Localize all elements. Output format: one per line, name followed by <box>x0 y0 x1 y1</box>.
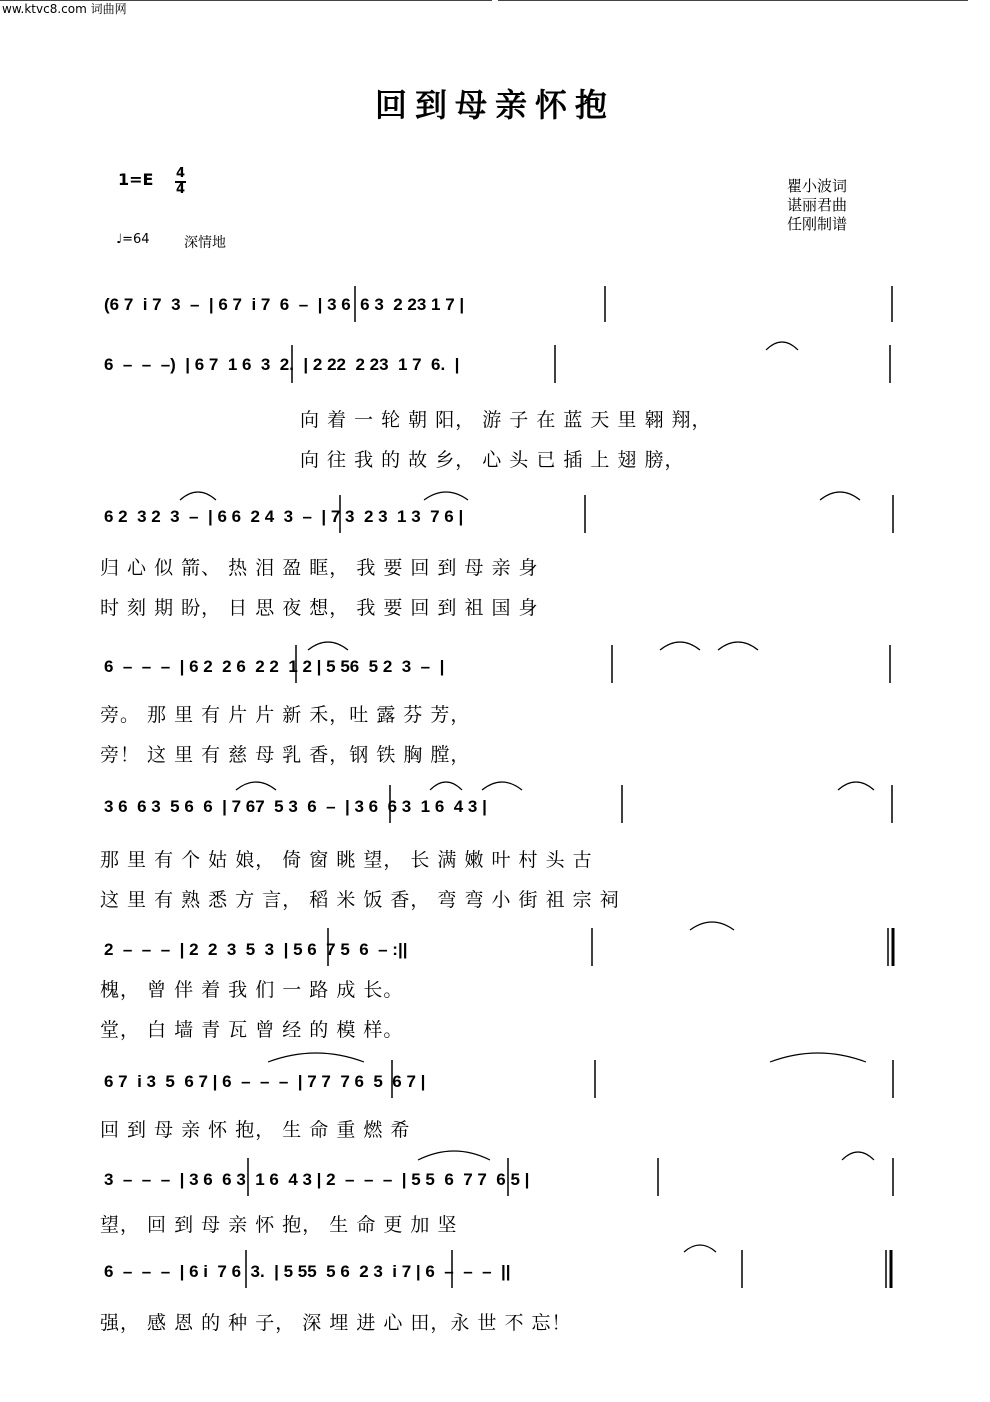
key-signature: 1=E <box>118 170 154 189</box>
lyrics-row-7: 回 到 母 亲 怀 抱， 生 命 重 燃 希 <box>100 1119 411 1141</box>
lyrics-row-2-verse-2: 向 往 我 的 故 乡， 心 头 已 插 上 翅 膀， <box>300 449 685 471</box>
expression-marking: 深情地 <box>184 235 226 251</box>
arranger-credit: 任刚制谱 <box>787 215 848 233</box>
composer-credit: 谌丽君曲 <box>787 196 848 214</box>
score-row-7: 6 7 i 3 5 6 7 | 6 – – – | 7 7 7 6 5 6 7 | <box>104 1072 426 1091</box>
lyrics-row-4-verse-1: 旁。 那 里 有 片 片 新 禾，吐 露 芬 芳， <box>100 704 471 726</box>
score-row-6: 2 – – – | 2 2 3 5 3 | 5 6 7 5 6 – :|| <box>104 940 408 959</box>
lyrics-row-6-verse-2: 堂， 白 墙 青 瓦 曾 经 的 模 样。 <box>100 1019 404 1041</box>
time-signature-bottom: 4 <box>176 182 186 197</box>
lyrics-row-9: 强， 感 恩 的 种 子， 深 埋 进 心 田，永 世 不 忘！ <box>100 1312 572 1334</box>
lyrics-row-6-verse-1: 槐， 曾 伴 着 我 们 一 路 成 长。 <box>100 979 404 1001</box>
lyrics-row-3-verse-1: 归 心 似 箭、 热 泪 盈 眶， 我 要 回 到 母 亲 身 <box>100 557 539 579</box>
score-row-9: 6 – – – | 6 i 7 6 3. | 5 55 5 6 2 3 i 7 | 6 – – – || <box>104 1262 511 1281</box>
tempo-marking: ♩=64 <box>116 232 150 247</box>
score-row-4: 6 – – – | 6 2 2 6 2 2 1 2 | 5 56 5 2 3 – | <box>104 657 445 676</box>
time-signature-top: 4 <box>176 166 186 181</box>
lyrics-row-8: 望， 回 到 母 亲 怀 抱， 生 命 更 加 坚 <box>100 1214 458 1236</box>
lyrics-row-4-verse-2: 旁！ 这 里 有 慈 母 乳 香，钢 铁 胸 膛， <box>100 744 471 766</box>
score-row-8: 3 – – – | 3 6 6 3 1 6 4 3 | 2 – – – | 5 5 6 7 7 6 5 | <box>104 1170 530 1189</box>
lyrics-row-2-verse-1: 向 着 一 轮 朝 阳， 游 子 在 蓝 天 里 翱 翔， <box>300 409 712 431</box>
song-title: 回到母亲怀抱 <box>374 86 615 124</box>
lyricist-credit: 瞿小波词 <box>787 177 848 195</box>
site-watermark: ww.ktvc8.com 词曲网 <box>2 2 127 16</box>
lyrics-row-5-verse-2: 这 里 有 熟 悉 方 言， 稻 米 饭 香， 弯 弯 小 街 祖 宗 祠 <box>100 889 620 911</box>
score-row-2: 6 – – –) | 6 7 1 6 3 2. | 2 22 2 23 1 7 6. | <box>104 355 460 374</box>
score-row-3: 6 2 3 2 3 – | 6 6 2 4 3 – | 7 3 2 3 1 3 7 6 | <box>104 507 464 526</box>
score-row-5: 3 6 6 3 5 6 6 | 7 67 5 3 6 – | 3 6 6 3 1 6 4 3 | <box>104 797 487 816</box>
lyrics-row-3-verse-2: 时 刻 期 盼， 日 思 夜 想， 我 要 回 到 祖 国 身 <box>100 597 539 619</box>
lyrics-row-5-verse-1: 那 里 有 个 姑 娘， 倚 窗 眺 望， 长 满 嫩 叶 村 头 古 <box>100 849 593 871</box>
score-row-1: (6 7 i 7 3 – | 6 7 i 7 6 – | 3 6 6 3 2 23 1 7 | <box>104 295 465 314</box>
